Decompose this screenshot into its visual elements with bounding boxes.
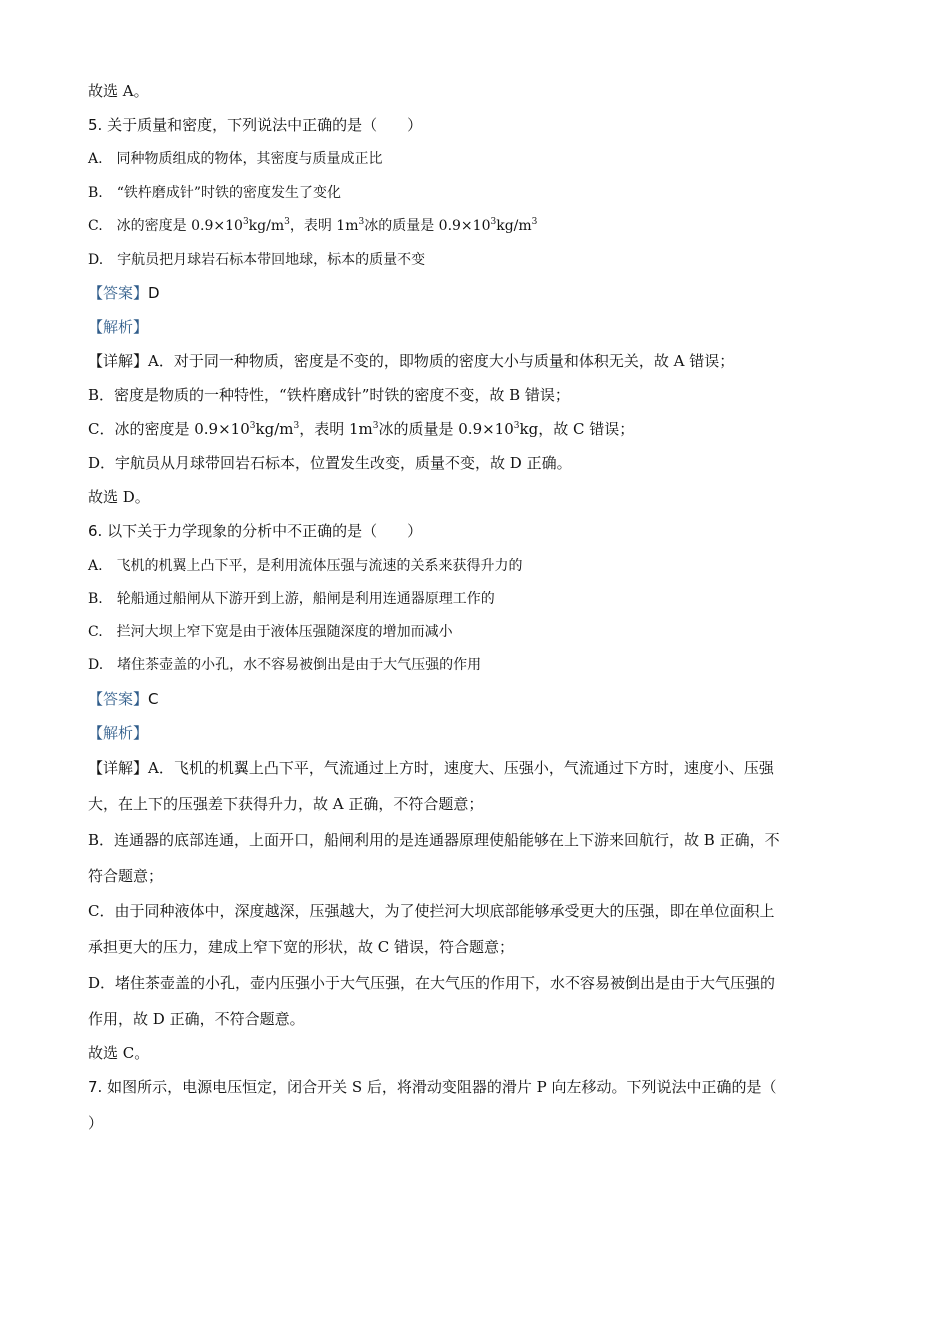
answer-label: 【答案】 [88,284,149,302]
q4-conclusion: 故选 A。 [88,82,149,100]
q5-option-b: B. “铁杵磨成针”时铁的密度发生了变化 [88,185,342,201]
answer-value: D [148,284,160,302]
q6-analysis-label: 【解析】 [88,724,149,742]
detail-label: 【详解】 [88,759,149,777]
q6-detail-b-line1: B．连通器的底部连通，上面开口，船闸利用的是连通器原理使船能够在上下游来回航行，故 B 正确，不 [88,831,780,849]
superscript: 3 [293,421,300,431]
question-number: 5. [88,116,103,134]
question-text: 关于质量和密度，下列说法中正确的是（ ） [107,116,423,134]
q5-detail-c [88,419,634,439]
q5-analysis-label: 【解析】 [88,318,149,336]
q6-option-c: C. 拦河大坝上窄下宽是由于液体压强随深度的增加而减小 [88,624,453,640]
q6-detail-d-line1: D．堵住茶壶盖的小孔，壶内压强小于大气压强，在大气压的作用下，水不容易被倒出是由于大气压强的 [88,974,776,992]
q6-option-b: B. 轮船通过船闸从下游开到上游，船闸是利用连通器原理工作的 [88,591,495,607]
question-number: 6. [88,522,103,540]
q5-option-a: A. 同种物质组成的物体，其密度与质量成正比 [88,151,383,167]
q6-conclusion: 故选 C。 [88,1044,150,1062]
question-7-stem [88,1077,777,1097]
q6-detail-c-line2: 承担更大的压力，建成上窄下宽的形状，故 C 错误，符合题意； [88,938,515,956]
q6-answer [88,689,159,709]
question-text: 如图所示，电源电压恒定，闭合开关 S 后，将滑动变阻器的滑片 P 向左移动。下列说法中正确的是（ [107,1078,777,1096]
text-run: kg/m [496,218,532,234]
superscript: 3 [372,421,379,431]
text-run: C．冰的密度是 0.9×10 [88,420,250,438]
superscript: 3 [531,217,538,227]
question-5-stem [88,115,422,135]
text-run: 冰的质量是 0.9×10 [378,420,514,438]
q6-detail-d-line2: 作用，故 D 正确，不符合题意。 [88,1010,305,1028]
superscript: 3 [249,421,256,431]
text-run: kg，故 C 错误； [519,420,635,438]
text-run: 冰的质量是 0.9×10 [364,218,491,234]
q6-detail-c-line1: C．由于同种液体中，深度越深，压强越大，为了使拦河大坝底部能够承受更大的压强，即在单位面积上 [88,902,775,920]
question-6-stem [88,521,422,541]
q6-option-a: A. 飞机的机翼上凸下平，是利用流体压强与流速的关系来获得升力的 [88,558,523,574]
superscript: 3 [358,217,365,227]
text-run: C. 冰的密度是 0.9×10 [88,218,243,234]
superscript: 3 [513,421,520,431]
q6-option-d: D. 堵住茶壶盖的小孔，水不容易被倒出是由于大气压强的作用 [88,657,482,673]
answer-value: C [148,690,159,708]
text-run: kg/m [255,420,294,438]
q6-detail-b-line2: 符合题意； [88,867,164,885]
q6-detail-a-line1 [88,758,774,778]
superscript: 3 [284,217,290,227]
q5-option-c [88,216,537,236]
question-text: 以下关于力学现象的分析中不正确的是（ ） [107,522,423,540]
question-number: 7. [88,1078,103,1096]
text-run: kg/m [248,218,285,234]
detail-text: A．对于同一种物质，密度是不变的，即物质的密度大小与质量和体积无关，故 A 错误； [148,352,735,370]
text-run: ，表明 1m [289,218,359,234]
q5-answer [88,283,160,303]
detail-text: A．飞机的机翼上凸下平，气流通过上方时，速度大、压强小，气流通过下方时，速度小、压强 [148,759,774,777]
superscript: 3 [490,217,497,227]
q5-conclusion: 故选 D。 [88,488,150,506]
q5-detail-d: D．宇航员从月球带回岩石标本，位置发生改变，质量不变，故 D 正确。 [88,454,572,472]
text-run: ，表明 1m [299,420,373,438]
q5-detail-b: B．密度是物质的一种特性，“铁杵磨成针”时铁的密度不变，故 B 错误； [88,386,570,404]
q5-detail-a [88,351,734,371]
answer-label: 【答案】 [88,690,149,708]
superscript: 3 [242,217,249,227]
question-7-stem-cont: ） [88,1114,104,1132]
detail-label: 【详解】 [88,352,149,370]
q6-detail-a-line2: 大，在上下的压强差下获得升力，故 A 正确，不符合题意； [88,795,484,813]
q5-option-d: D. 宇航员把月球岩石标本带回地球，标本的质量不变 [88,252,426,268]
